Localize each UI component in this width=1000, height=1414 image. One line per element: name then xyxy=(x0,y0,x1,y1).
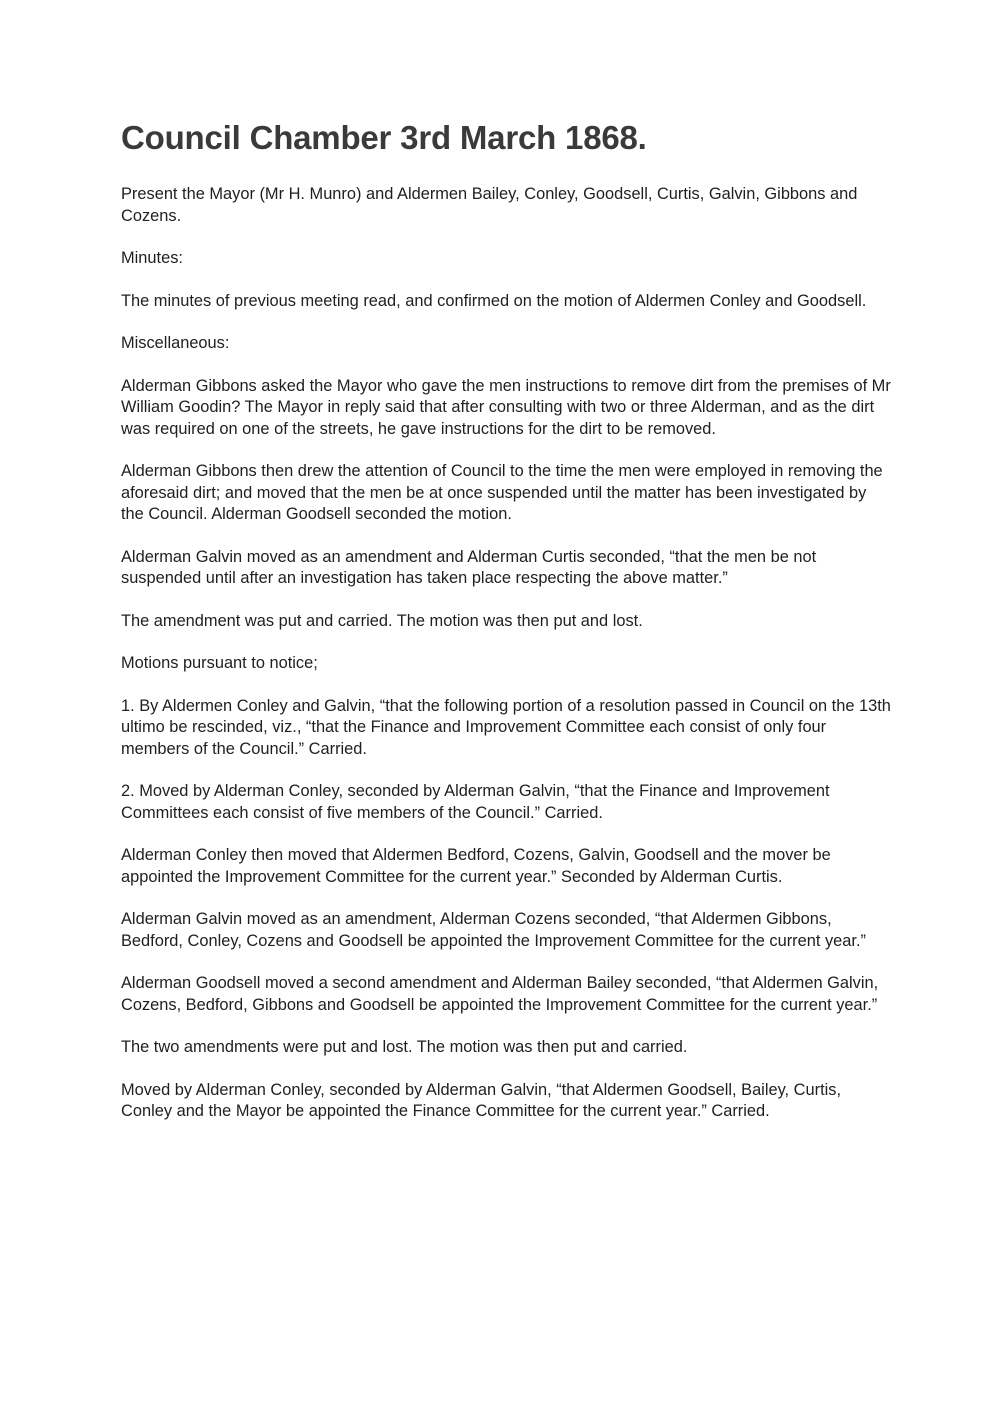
paragraph-second-amendment: Alderman Goodsell moved a second amendment and Alderman Bailey seconded, “that Aldermen Galvin, Cozens, Bedford, Gibbons and Goodsell be appointed the Improvement Committee for the current year.” xyxy=(121,974,879,1014)
paragraph-dirt-question: Alderman Gibbons asked the Mayor who gave the men instructions to remove dirt from the premises of Mr William Goodin? The Mayor in reply said that after consulting with two or three Alderman, and as the dirt was required on one of the streets, he gave instructions for the dirt to be removed. xyxy=(121,376,891,438)
paragraph-motion-1: 1. By Aldermen Conley and Galvin, “that the following portion of a resolution passed in Council on the 13th ultimo be rescinded, viz., “that the Finance and Improvement Committee each consist of only four members of the Council.” Carried. xyxy=(121,696,891,758)
paragraph-motion-2: 2. Moved by Alderman Conley, seconded by Alderman Galvin, “that the Finance and Improvement Committees each consist of five members of the Council.” Carried. xyxy=(121,782,830,822)
paragraph-first-amendment: Alderman Galvin moved as an amendment, Alderman Cozens seconded, “that Aldermen Gibbons, Bedford, Conley, Cozens and Goodsell be appointed the Improvement Committee for the current year.” xyxy=(121,910,866,950)
heading-miscellaneous: Miscellaneous: xyxy=(121,334,230,352)
paragraph-amendments-result: The two amendments were put and lost. The motion was then put and carried. xyxy=(121,1038,688,1056)
paragraph-improvement-committee-motion: Alderman Conley then moved that Aldermen Bedford, Cozens, Galvin, Goodsell and the mover be appointed the Improvement Committee for the current year.” Seconded by Alderman Curtis. xyxy=(121,846,831,886)
document-title: Council Chamber 3rd March 1868. xyxy=(121,119,647,156)
paragraph-attendance: Present the Mayor (Mr H. Munro) and Aldermen Bailey, Conley, Goodsell, Curtis, Galvin, Gibbons and Cozens. xyxy=(121,185,858,225)
paragraph-finance-committee: Moved by Alderman Conley, seconded by Alderman Galvin, “that Aldermen Goodsell, Bailey, Curtis, Conley and the Mayor be appointed the Finance Committee for the current year.” Carried. xyxy=(121,1080,842,1120)
heading-motions-pursuant: Motions pursuant to notice; xyxy=(121,654,318,672)
paragraph-amendment-result: The amendment was put and carried. The motion was then put and lost. xyxy=(121,611,643,630)
paragraph-galvin-amendment: Alderman Galvin moved as an amendment and Alderman Curtis seconded, “that the men be not suspended until after an investigation has taken place respecting the above matter.” xyxy=(121,547,817,587)
heading-minutes: Minutes: xyxy=(121,249,183,267)
paragraph-suspension-motion: Alderman Gibbons then drew the attention of Council to the time the men were employed in removing the aforesaid dirt; and moved that the men be at once suspended until the matter has been investigated by the Council. Alderman Goodsell seconded the motion. xyxy=(121,462,883,523)
document-page xyxy=(121,118,891,1144)
paragraph-minutes-confirmed: The minutes of previous meeting read, and confirmed on the motion of Aldermen Conley and Goodsell. xyxy=(121,291,867,310)
